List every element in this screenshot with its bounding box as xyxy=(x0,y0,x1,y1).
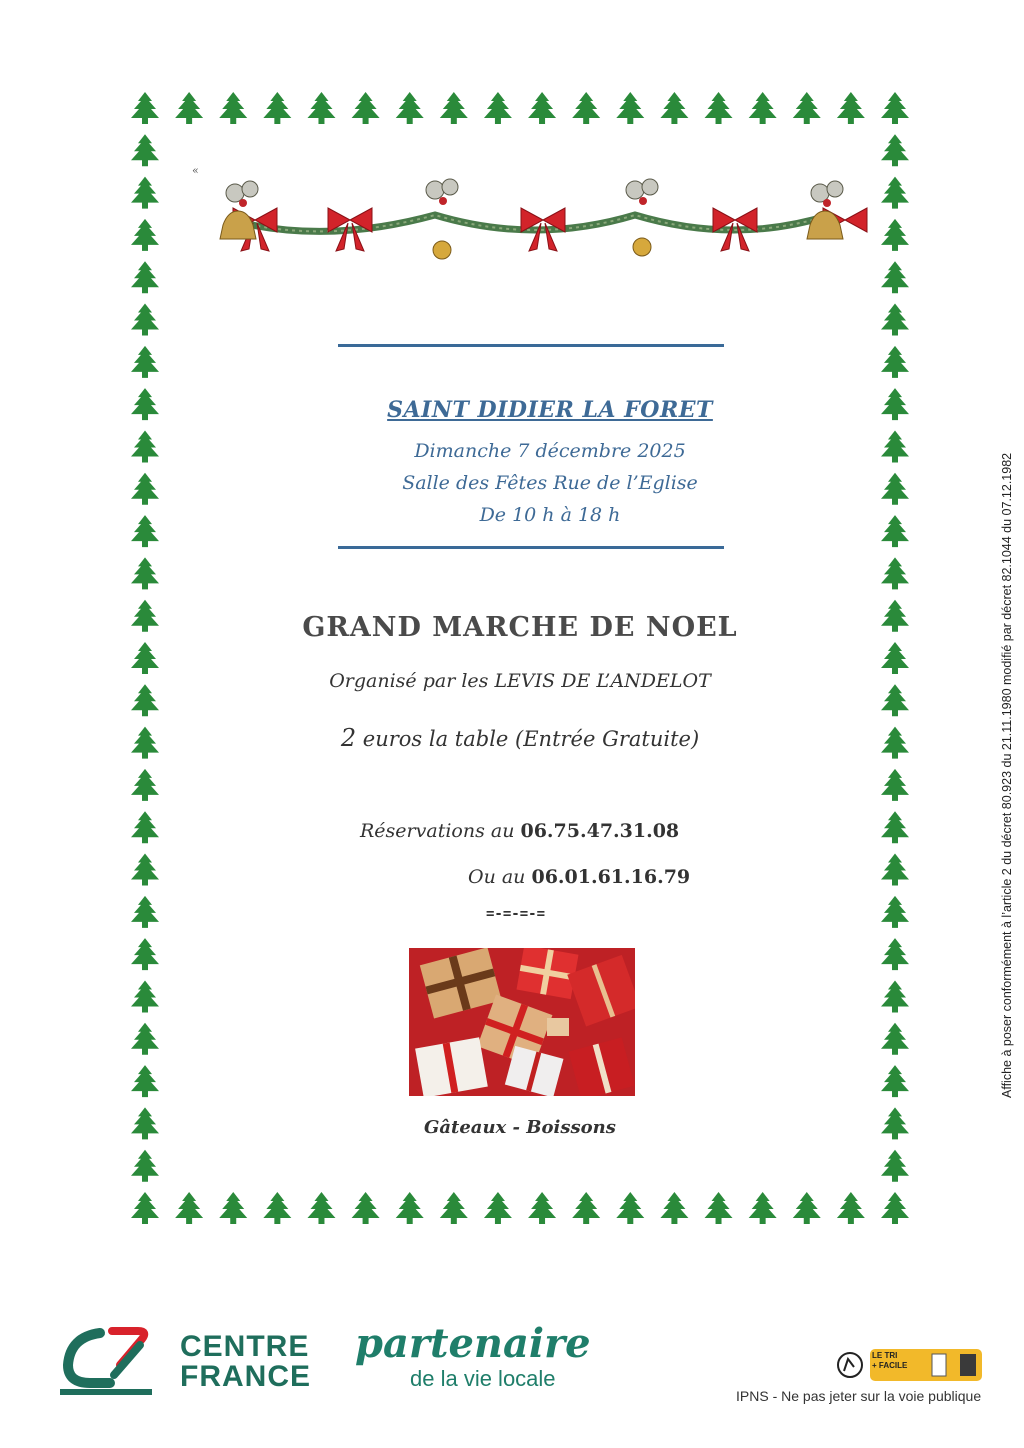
tree-icon xyxy=(705,92,733,124)
tree-icon xyxy=(396,1192,424,1224)
tree-icon xyxy=(881,219,909,251)
tree-icon xyxy=(881,896,909,928)
event-date: Dimanche 7 décembre 2025 xyxy=(414,440,686,462)
tree-icon xyxy=(881,769,909,801)
tree-icon xyxy=(131,304,159,336)
price-text: euros la table (Entrée Gratuite) xyxy=(356,727,700,751)
tree-icon xyxy=(881,261,909,293)
tree-icon xyxy=(881,684,909,716)
tree-icon xyxy=(881,811,909,843)
tree-icon xyxy=(131,473,159,505)
tree-icon xyxy=(881,557,909,589)
tree-icon xyxy=(307,1192,335,1224)
tree-icon xyxy=(793,92,821,124)
tree-icon xyxy=(131,346,159,378)
tree-icon xyxy=(881,938,909,970)
garland-illustration xyxy=(205,175,885,270)
holly-icon xyxy=(226,179,843,202)
tri-badge-text xyxy=(872,1351,907,1371)
recycle-icon xyxy=(838,1353,862,1377)
brand-name-line-1: CENTRE xyxy=(180,1330,310,1363)
tree-icon xyxy=(440,92,468,124)
gifts-photo xyxy=(409,948,635,1096)
reservation-line-2 xyxy=(468,866,690,888)
tree-icon xyxy=(749,92,777,124)
tree-icon xyxy=(881,1065,909,1097)
tree-icon xyxy=(131,980,159,1012)
tree-icon xyxy=(131,1023,159,1055)
tree-icon xyxy=(131,261,159,293)
tree-icon xyxy=(131,515,159,547)
partner-subtagline: de la vie locale xyxy=(410,1366,556,1391)
tree-icon xyxy=(881,1150,909,1182)
tree-icon xyxy=(881,346,909,378)
tree-icon xyxy=(484,92,512,124)
tree-icon xyxy=(705,1192,733,1224)
tree-icon xyxy=(131,1192,159,1224)
tree-icon xyxy=(175,1192,203,1224)
reservation-label-2: Ou au xyxy=(468,866,532,888)
tree-icon xyxy=(131,727,159,759)
reservation-phone-1: 06.75.47.31.08 xyxy=(520,820,680,842)
tree-icon xyxy=(131,684,159,716)
tree-icon xyxy=(175,92,203,124)
reservation-phone-2: 06.01.61.16.79 xyxy=(531,866,691,888)
tree-icon xyxy=(131,811,159,843)
tree-icon xyxy=(660,92,688,124)
tree-icon xyxy=(881,515,909,547)
tree-icon xyxy=(263,1192,291,1224)
tree-icon xyxy=(881,388,909,420)
tree-icon xyxy=(881,1107,909,1139)
tree-icon xyxy=(219,92,247,124)
ornament-icon xyxy=(433,238,651,259)
tree-icon xyxy=(396,92,424,124)
separator: =-=-=-= xyxy=(486,906,546,922)
tree-icon xyxy=(837,92,865,124)
tree-icon xyxy=(219,1192,247,1224)
organizer-line: Organisé par les LEVIS DE L’ANDELOT xyxy=(329,670,711,692)
bin-icon xyxy=(960,1354,976,1376)
tree-icon xyxy=(131,896,159,928)
tree-icon xyxy=(484,1192,512,1224)
location-title: SAINT DIDIER LA FORET xyxy=(387,397,713,423)
tree-icon xyxy=(131,177,159,209)
tree-icon xyxy=(793,1192,821,1224)
tri-badge-line-1: LE TRI xyxy=(872,1351,898,1360)
tree-icon xyxy=(131,430,159,462)
tree-icon xyxy=(528,1192,556,1224)
reservation-line-1 xyxy=(360,820,679,842)
tree-icon xyxy=(616,1192,644,1224)
tree-icon xyxy=(131,1150,159,1182)
tree-icon xyxy=(131,938,159,970)
tree-icon xyxy=(881,304,909,336)
tree-icon xyxy=(881,642,909,674)
tree-icon xyxy=(881,134,909,166)
tree-icon xyxy=(837,1192,865,1224)
ipns-notice: IPNS - Ne pas jeter sur la voie publique xyxy=(736,1388,982,1404)
tree-icon xyxy=(131,388,159,420)
main-title: GRAND MARCHE DE NOEL xyxy=(302,612,738,643)
tree-icon xyxy=(881,92,909,124)
event-venue: Salle des Fêtes Rue de l’Eglise xyxy=(402,472,698,494)
tree-icon xyxy=(881,600,909,632)
top-divider xyxy=(338,344,724,347)
tree-icon xyxy=(440,1192,468,1224)
tree-icon xyxy=(307,92,335,124)
tree-icon xyxy=(131,769,159,801)
tree-icon xyxy=(528,92,556,124)
tree-icon xyxy=(881,854,909,886)
price-line xyxy=(200,724,840,752)
tree-icon xyxy=(881,177,909,209)
tree-icon xyxy=(881,430,909,462)
tree-icon xyxy=(881,980,909,1012)
tree-icon xyxy=(881,473,909,505)
recycling-badges xyxy=(836,1347,986,1383)
tree-icon xyxy=(749,1192,777,1224)
bottom-divider xyxy=(338,546,724,549)
credit-agricole-logo xyxy=(60,1325,155,1395)
tree-icon xyxy=(572,1192,600,1224)
header-mark: « xyxy=(192,164,199,177)
partner-tagline: partenaire xyxy=(355,1320,591,1367)
tree-icon xyxy=(131,557,159,589)
tree-icon xyxy=(881,1023,909,1055)
tree-icon xyxy=(352,92,380,124)
brand-name xyxy=(180,1332,311,1392)
event-hours: De 10 h à 18 h xyxy=(479,504,621,526)
brand-name-line-2: FRANCE xyxy=(180,1360,311,1393)
refreshments-line: Gâteaux - Boissons xyxy=(424,1117,616,1138)
tree-icon xyxy=(131,1065,159,1097)
tree-icon xyxy=(881,1192,909,1224)
reservation-label-1: Réservations au xyxy=(360,820,521,842)
tree-icon xyxy=(572,92,600,124)
tree-icon xyxy=(131,134,159,166)
document-icon xyxy=(932,1354,946,1376)
tri-badge-line-2: + FACILE xyxy=(872,1361,908,1370)
tree-icon xyxy=(131,600,159,632)
tree-icon xyxy=(131,642,159,674)
tree-icon xyxy=(263,92,291,124)
legal-notice: Affiche à poser conformément à l’article 2 du décret 80.923 du 21.11.1980 modifié par décret 82.1044 du 07.12.1982 xyxy=(1000,452,1014,1098)
tree-icon xyxy=(131,219,159,251)
tree-icon xyxy=(131,854,159,886)
tree-icon xyxy=(352,1192,380,1224)
tree-icon xyxy=(131,92,159,124)
tree-icon xyxy=(660,1192,688,1224)
tree-icon xyxy=(131,1107,159,1139)
tree-icon xyxy=(616,92,644,124)
price-amount: 2 xyxy=(340,724,357,752)
tree-icon xyxy=(881,727,909,759)
